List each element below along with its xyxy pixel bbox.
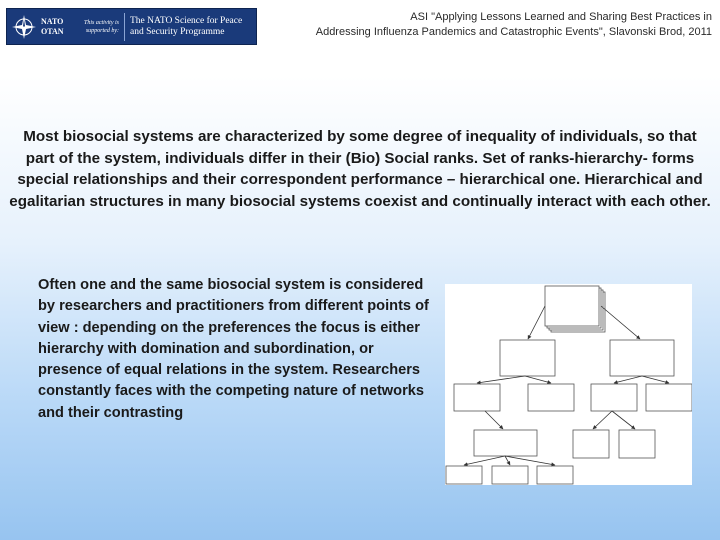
level3-node-1 xyxy=(454,384,500,411)
level4-node-mid xyxy=(573,430,609,458)
edge-l2right-3 xyxy=(614,376,642,383)
nato-sps-banner xyxy=(6,8,257,45)
level3-node-2 xyxy=(528,384,574,411)
side-paragraph: Often one and the same biosocial system is considered by researchers and practitioners from different points of view : depending on the preferences the focus is either hierarchy with domination and subordination, or presence of equal relations in the system. Researchers constantly faces with the competing nature of networks and their contrasting xyxy=(38,277,429,421)
banner-divider xyxy=(124,13,125,41)
support-text: This activity is supported by: xyxy=(84,19,119,34)
level5-node-1 xyxy=(446,466,482,484)
level2-node-left xyxy=(500,340,555,376)
edge-l2left-2 xyxy=(525,376,551,383)
conference-title-line-1: ASI "Applying Lessons Learned and Sharing Best Practices in xyxy=(410,11,712,23)
edge-l3-l4right xyxy=(612,411,635,429)
programme-name: The NATO Science for Peace and Security Programme xyxy=(130,15,243,37)
edge-l4-l5-1 xyxy=(464,456,505,465)
level3-node-4 xyxy=(646,384,692,411)
nato-acronym: NATO xyxy=(41,16,64,26)
edge-root-left xyxy=(528,306,545,339)
edge-l4-l5-2 xyxy=(505,456,510,465)
edge-root-right xyxy=(601,306,640,339)
level4-node-left xyxy=(474,430,537,456)
conference-title-line-2: Addressing Influenza Pandemics and Catastrophic Events", Slavonski Brod, 2011 xyxy=(315,26,712,38)
main-paragraph: Most biosocial systems are characterized by some degree of inequality of individuals, so that part of the system, individuals differ in their (Bio) Social ranks. Set of ranks-hierarchy- forms special relationships and their correspondent performance – hierarchical one. Hierarchical and egalitarian structures in many biosocial systems coexist and continually interact with each other. xyxy=(9,128,711,210)
level5-node-2 xyxy=(492,466,528,484)
level4-node-right xyxy=(619,430,655,458)
edge-l2left-1 xyxy=(477,376,525,383)
otan-acronym: OTAN xyxy=(41,26,64,36)
nato-star-logo-icon xyxy=(11,14,37,40)
hierarchy-diagram xyxy=(445,284,692,485)
edge-l3-l4mid xyxy=(593,411,612,429)
edge-l4-l5-3 xyxy=(505,456,555,465)
conference-title xyxy=(252,10,712,40)
edge-l2right-4 xyxy=(642,376,669,383)
level2-node-right xyxy=(610,340,674,376)
edge-l3-l4left xyxy=(485,411,503,429)
level5-node-3 xyxy=(537,466,573,484)
nato-otan-wordmark xyxy=(41,17,67,37)
root-node xyxy=(545,286,599,326)
level3-node-3 xyxy=(591,384,637,411)
